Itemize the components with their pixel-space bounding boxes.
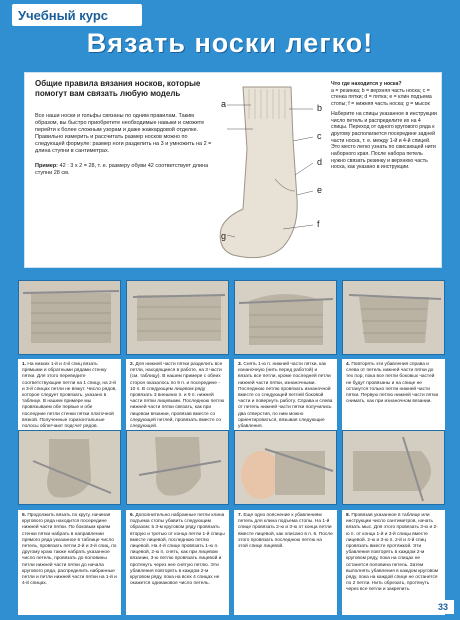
step-photo bbox=[18, 430, 121, 505]
step-number: 1. bbox=[22, 362, 27, 367]
knitting-photo bbox=[127, 431, 229, 505]
step-body: Еще одно пояснение к убавлениям петель для клина подъема стопы. На 1-й спице провязать 2-ю и 3-ю от конца петли вместе лицевой, как описано в п. 6. После этого провязать последнюю петлю на этой спице лицевой. bbox=[238, 513, 333, 550]
legend-heading: Что где находится у носка? bbox=[331, 81, 402, 87]
step-body: Дополнительно набранные петли клина подъема стопы убавить следующим образом: в 3-м круговом ряду провязать вторую и третью от конца петли 1-й спицы вместе лицевой, последнюю петлю лицевой. На 4-й спице провязать 1-ю п. лицевой, 2-ю п. снять, как при лицевом вязании, 3-ю петлю провязать лицевой и протянуть через нее снятую петлю. Эти убавления повторять в каждом 2-м круговом ряду, пока на всех 4 спицах не окажется одинаковое число петель. bbox=[130, 513, 225, 587]
label-g: g bbox=[221, 231, 227, 241]
step-body: Снять 1-ю п. нижней части пятки, как изнаночную (нить перед работой) и вязать все петли, кроме последней петли нижней части пятки, изнаночными. Последнюю петлю провязать изнаночной вместе со следующей петлей боковой части и повернуть работу. Справа и слева от петель нижней части пятки получились два отверстия, по ним можно ориентироваться, вязывая следующие убавления. bbox=[238, 362, 333, 430]
label-d: d bbox=[317, 157, 323, 167]
label-c: c bbox=[317, 131, 322, 141]
step-photo bbox=[342, 430, 445, 505]
step-number: 8. bbox=[346, 513, 351, 518]
knitting-photo bbox=[19, 431, 121, 505]
intro-panel bbox=[24, 72, 442, 268]
step-body: Продолжить вязать по кругу, начиная кругового ряда находится посередине нижней части пятки. По боковым краям стенки пятки набрать в направлении прямого ряда указанное в таблице число петель, провязать петли 2-й и 3-й спиц, по другому краю также набрать указанное число петель, провязать до половины петли нижней части пятки до начала кругового ряда, распределить набранные петли и петли нижней части пятки на 1-й и 4-й спицах. bbox=[22, 513, 117, 587]
step-photo bbox=[342, 280, 445, 355]
step-number: 7. bbox=[238, 513, 243, 518]
step-text bbox=[342, 510, 445, 615]
step-number: 2. bbox=[130, 362, 135, 367]
step-number: 5. bbox=[22, 513, 27, 518]
legend-paragraph: Наберите на спицы указанное в инструкции число петель и распределите их на 4 спицы. Переход от одного кругового ряда к другому располагается посередине задней части носка, т. е. между 1-й и 4-й спицей. Это место легко узнать по свисающей нити наборного края. После набора петель нужно связать резинку и верхнюю часть носка, как указано в инструкции. bbox=[331, 110, 437, 171]
step-photo bbox=[234, 430, 337, 505]
step-body: Повторять эти убавления справа и слева от петель нижней части пятки до тех пор, пока все петли боковых частей не будут провязаны и на спице не останутся только петли нижней части пятки. Первую петлю нижней части пятки снимать, как при изнаночном вязании. bbox=[346, 362, 439, 405]
step-body: Провязав указанное в таблице или инструкции число сантиметров, начать вязать мыс. Для этого провязать 3-ю и 2-ю п. от конца 1-й и 3-й спицы вместе лицевой. 2-ю и 3-ю п. 2-й и 4-й спиц провязать вместе протяжкой. Эти убавления повторять в каждом 2-м круговом ряду, пока на спицах не останется половина петель. Затем выполнять убавления в каждом круговом ряду, пока на каждой спице не останется по 2 петли. Нить обрезать, протянуть через все петли и закрепить. bbox=[346, 513, 439, 593]
knitting-photo bbox=[127, 281, 229, 355]
example-text: 42 : 3 х 2 = 28, т. е. размеру обуви 42 соответствует длина ступни 28 см. bbox=[35, 163, 209, 176]
label-f: f bbox=[317, 219, 320, 229]
page-number: 33 bbox=[432, 600, 454, 614]
label-a: a bbox=[221, 99, 227, 109]
knitting-photo bbox=[19, 281, 121, 355]
label-b: b bbox=[317, 103, 323, 113]
step-body: Для нижней части пятки разделить все петли, находящиеся в работе, на 3 части (см. таблицу). В нашем примере с обеих сторон оказалось по 9 п. и посередине - 10 п. В следующем лицевом ряду провязать 3 внешних п. и 9 п. нижней части пятки лицевыми. Последнюю петлю нижней части пятки связать, как при лицевом вязании, провязав вместе со следующей петлей, провязать вместе со следующей. bbox=[130, 362, 225, 430]
step-number: 6. bbox=[130, 513, 135, 518]
intro-paragraph: Все наши носки и гольфы связаны по одним правилам. Таким образом, вы быстро приобретете необходимые навыки и сможете перейти к более сложным узорам и даже жаккардовой отделке. Правильно измерить и рассчитать размер носков можно по следующей формуле: размер ноги разделить на 3 и умножить на 2 = длина ступни в сантиметрах. bbox=[35, 113, 212, 154]
example-label: Пример: bbox=[35, 163, 59, 169]
sock-anatomy-diagram bbox=[213, 79, 329, 265]
step-text bbox=[234, 510, 337, 615]
knitting-photo bbox=[343, 281, 445, 355]
step-photo bbox=[18, 280, 121, 355]
step-photo bbox=[126, 280, 229, 355]
legend-text: a = резинка; b = верхняя часть носка; c = стенка пятки; d = пятка; e = клин подъема стопы; f = нижняя часть носка; g = мысок bbox=[331, 87, 432, 108]
step-photo bbox=[234, 280, 337, 355]
step-text bbox=[126, 510, 229, 615]
step-text bbox=[18, 510, 121, 615]
step-photo bbox=[126, 430, 229, 505]
step-number: 4. bbox=[346, 362, 351, 367]
step-body: На низких 1-й и 4-й спиц вязать прямыми и обратными рядами стенку пятки. Для этого переведите соответствующие петли на 1 спицу, на 2-й и 3-й спицах петли не вяжут. Число рядов, которое следует провязать, указано в таблице. В нашем примере мы провязываем обе первые и обе последние петли стенки пятки платочной вязкой. Полученные горизонтальные полосы облегчают подсчет рядов. bbox=[22, 362, 117, 430]
legend-column bbox=[331, 81, 437, 171]
intro-example bbox=[35, 163, 215, 177]
sock-shape bbox=[220, 87, 297, 258]
knitting-photo bbox=[343, 431, 445, 505]
page-title: Вязать носки легко! bbox=[86, 28, 374, 58]
knitting-photo bbox=[235, 281, 337, 355]
step-number: 3. bbox=[238, 362, 243, 367]
knitting-photo bbox=[235, 431, 337, 505]
section-kicker: Учебный курс bbox=[12, 4, 142, 26]
label-e: e bbox=[317, 185, 323, 195]
intro-heading: Общие правила вязания носков, которые помогут вам связать любую модель bbox=[35, 79, 201, 98]
